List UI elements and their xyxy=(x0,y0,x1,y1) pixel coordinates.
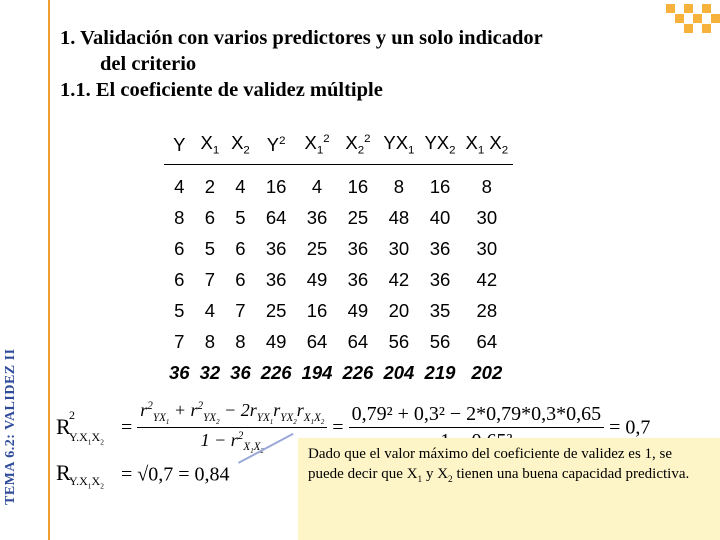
table-cell: 48 xyxy=(388,206,410,228)
table-cell: 56 xyxy=(388,330,410,352)
table-cell: 8 xyxy=(393,176,405,198)
table-row xyxy=(164,202,513,233)
table-cell: 4 xyxy=(311,176,323,198)
table-cell: 6 xyxy=(235,268,246,290)
note-sub-1: 1 xyxy=(417,475,423,485)
table-cell: 64 xyxy=(265,206,287,228)
table-cell: 36 xyxy=(347,237,369,259)
data-table xyxy=(164,130,513,388)
table-totals-row xyxy=(164,357,513,388)
total-cell: 226 xyxy=(260,361,292,383)
table-row xyxy=(164,295,513,326)
column-header: $X_1^2$ xyxy=(297,130,338,164)
table-cell: 36 xyxy=(347,268,369,290)
column-header: $X_2^2$ xyxy=(337,130,378,164)
table-cell: 64 xyxy=(476,330,498,352)
table-cell: 6 xyxy=(235,237,246,259)
table-cell: 30 xyxy=(476,237,498,259)
conclusion-note xyxy=(298,438,720,540)
note-text-a: Dado que el valor máximo del coeficiente de validez es 1, se puede decir que X xyxy=(308,446,673,482)
table-cell: 20 xyxy=(388,299,410,321)
table-cell: 4 xyxy=(174,176,185,198)
table-cell: 16 xyxy=(429,176,451,198)
table-cell: 25 xyxy=(306,237,328,259)
table-cell: 8 xyxy=(481,176,492,198)
table-cell: 30 xyxy=(476,206,498,228)
table-cell: 16 xyxy=(306,299,328,321)
table-cell: 36 xyxy=(429,268,451,290)
formula-r: R $Y.X_1X_2$ = √0,7 = 0,84 xyxy=(56,460,230,491)
note-text-c: tienen una buena capacidad predictiva. xyxy=(452,466,690,482)
column-header: $YX_2$ xyxy=(419,130,460,164)
column-header: $X_1$ xyxy=(195,130,226,164)
table-cell: 8 xyxy=(235,330,246,352)
formula1-symbolic-fraction: $\frac{r^2_{YX_1} + r^2_{YX_2} - 2r_{YX_1}r_{YX_2}r_{X_1X_2}}{1 - r^2_{X_1X_2}}$ xyxy=(137,400,327,456)
table-cell: 56 xyxy=(429,330,451,352)
table-cell: 8 xyxy=(204,330,216,352)
table-body xyxy=(164,164,513,388)
table-cell: 5 xyxy=(204,237,216,259)
table-cell: 36 xyxy=(306,206,328,228)
total-cell: 194 xyxy=(301,361,333,383)
heading-line-3: 1.1. El coeficiente de validez múltiple xyxy=(60,79,383,101)
table-cell: 5 xyxy=(235,206,246,228)
table-cell: 7 xyxy=(235,299,246,321)
table-cell: 7 xyxy=(174,330,185,352)
table-cell: 7 xyxy=(204,268,216,290)
formula2-lhs: R xyxy=(56,460,71,485)
table-cell: 4 xyxy=(235,176,246,198)
formula2-rhs: = √0,7 = 0,84 xyxy=(121,463,230,486)
table-cell: 5 xyxy=(174,299,185,321)
table-cell: 2 xyxy=(204,176,216,198)
sidebar-label: TEMA 6.2: VALIDEZ II xyxy=(3,348,18,505)
table-cell: 64 xyxy=(347,330,369,352)
table-cell: 49 xyxy=(347,299,369,321)
table-cell: 36 xyxy=(265,268,287,290)
formula1-numerator: 0,79² + 0,3² − 2*0,79*0,3*0,65 xyxy=(349,403,605,428)
table-cell: 8 xyxy=(174,206,185,228)
table-row xyxy=(164,264,513,295)
table-cell: 64 xyxy=(306,330,328,352)
formula1-lhs: R xyxy=(56,413,71,439)
column-header: $X_2$ xyxy=(225,130,256,164)
heading-line-1: 1. Validación con varios predictores y un solo indicador xyxy=(60,27,543,49)
total-cell: 36 xyxy=(169,361,190,383)
column-header: Y xyxy=(164,130,195,164)
note-sub-2: 2 xyxy=(448,475,453,485)
table-cell: 16 xyxy=(347,176,369,198)
table-cell: 25 xyxy=(347,206,369,228)
table-cell: 42 xyxy=(388,268,410,290)
table-cell: 6 xyxy=(204,206,216,228)
table-header-row xyxy=(164,130,513,164)
sidebar-divider xyxy=(48,0,50,540)
column-header: $Y^2$ xyxy=(256,130,297,164)
heading-line-2: del criterio xyxy=(100,53,197,75)
table-cell: 42 xyxy=(476,268,498,290)
total-cell: 219 xyxy=(424,361,456,383)
note-text-b: y X xyxy=(422,466,449,482)
table-cell: 16 xyxy=(265,176,287,198)
total-cell: 204 xyxy=(383,361,415,383)
table-row xyxy=(164,326,513,357)
table-cell: 36 xyxy=(429,237,451,259)
table-row xyxy=(164,233,513,264)
table-cell: 25 xyxy=(265,299,287,321)
total-cell: 202 xyxy=(471,361,503,383)
column-header: $YX_1$ xyxy=(378,130,419,164)
table-cell: 4 xyxy=(204,299,216,321)
table-cell: 6 xyxy=(174,237,185,259)
table-row xyxy=(164,164,513,202)
table-cell: 36 xyxy=(265,237,287,259)
table-cell: 49 xyxy=(306,268,328,290)
formula-r-squared: R 2 $Y.X_1X_2$ = $\frac{r^2_{YX_1} + r^2_{YX_2} - 2r_{YX_1}r_{YX_2}r_{X_1X_2}}{1 - r^2_{X_1X_2}}$ = 0,79² + 0,3² − 2*0,79*0,3*0,65 = 0,7 xyxy=(56,400,651,456)
table-cell: 28 xyxy=(476,299,498,321)
slide-heading xyxy=(60,25,700,103)
total-cell: 226 xyxy=(342,361,374,383)
total-cell: 36 xyxy=(230,361,251,383)
table-cell: 6 xyxy=(174,268,185,290)
table-cell: 30 xyxy=(388,237,410,259)
total-cell: 32 xyxy=(199,361,221,383)
column-header: $X_1$ $X_2$ xyxy=(461,130,514,164)
sidebar xyxy=(0,0,22,540)
formula1-result: = 0,7 xyxy=(609,416,651,439)
table-cell: 49 xyxy=(265,330,287,352)
table-cell: 35 xyxy=(429,299,451,321)
table-cell: 40 xyxy=(429,206,451,228)
